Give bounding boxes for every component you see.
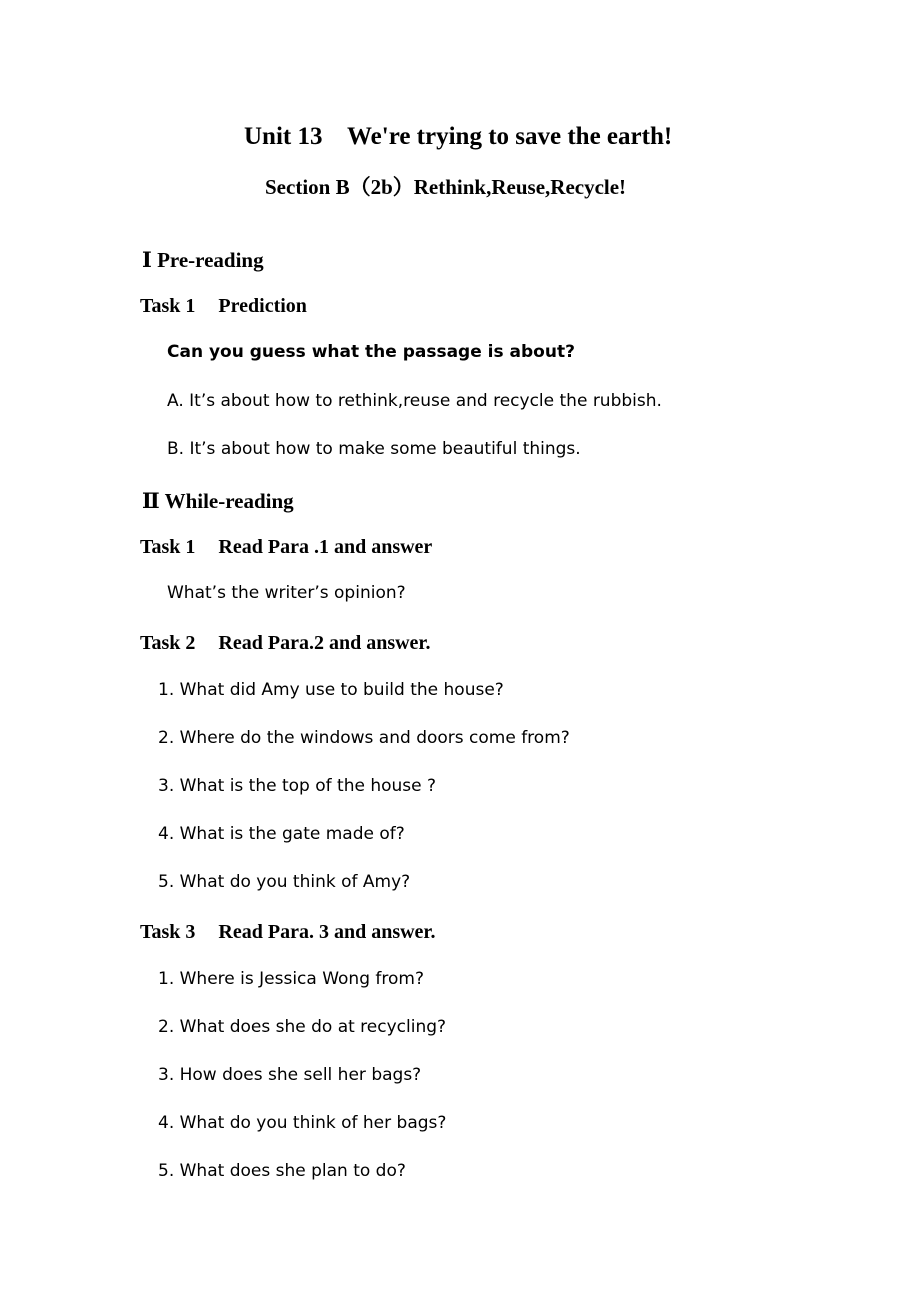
- task-name: Read Para.2 and answer.: [218, 632, 431, 654]
- page-subtitle: Section B（2b）Rethink,Reuse,Recycle!: [265, 175, 627, 199]
- task-label: Task 1: [140, 536, 196, 558]
- section-heading-pre-reading: Ⅰ Pre-reading: [142, 248, 264, 272]
- task-name: Read Para. 3 and answer.: [218, 921, 436, 943]
- question-item: 3. What is the top of the house ?: [158, 776, 437, 796]
- question-item: 5. What does she plan to do?: [158, 1161, 406, 1181]
- question-item: 5. What do you think of Amy?: [158, 872, 411, 892]
- option-b: B. It’s about how to make some beautiful things.: [167, 439, 581, 459]
- task-name: Read Para .1 and answer: [218, 536, 433, 558]
- option-a: A. It’s about how to rethink,reuse and recycle the rubbish.: [167, 391, 662, 411]
- question-item: 1. Where is Jessica Wong from?: [158, 969, 424, 989]
- question-item: 3. How does she sell her bags?: [158, 1065, 422, 1085]
- opinion-question: What’s the writer’s opinion?: [167, 583, 406, 603]
- prediction-question: Can you guess what the passage is about?: [167, 342, 575, 362]
- task-heading: [140, 633, 430, 653]
- question-item: 4. What is the gate made of?: [158, 824, 405, 844]
- question-item: 2. What does she do at recycling?: [158, 1017, 447, 1037]
- question-item: 1. What did Amy use to build the house?: [158, 680, 504, 700]
- section-heading-while-reading: Ⅱ While-reading: [142, 489, 294, 513]
- task-name: Prediction: [218, 295, 307, 317]
- task-label: Task 2: [140, 632, 196, 654]
- task-heading: [140, 537, 432, 557]
- task-heading: [140, 296, 307, 316]
- task-label: Task 1: [140, 295, 196, 317]
- question-item: 2. Where do the windows and doors come from?: [158, 728, 570, 748]
- question-item: 4. What do you think of her bags?: [158, 1113, 447, 1133]
- task-label: Task 3: [140, 921, 196, 943]
- task-heading: [140, 922, 435, 942]
- page-title: Unit 13 We're trying to save the earth!: [244, 123, 673, 150]
